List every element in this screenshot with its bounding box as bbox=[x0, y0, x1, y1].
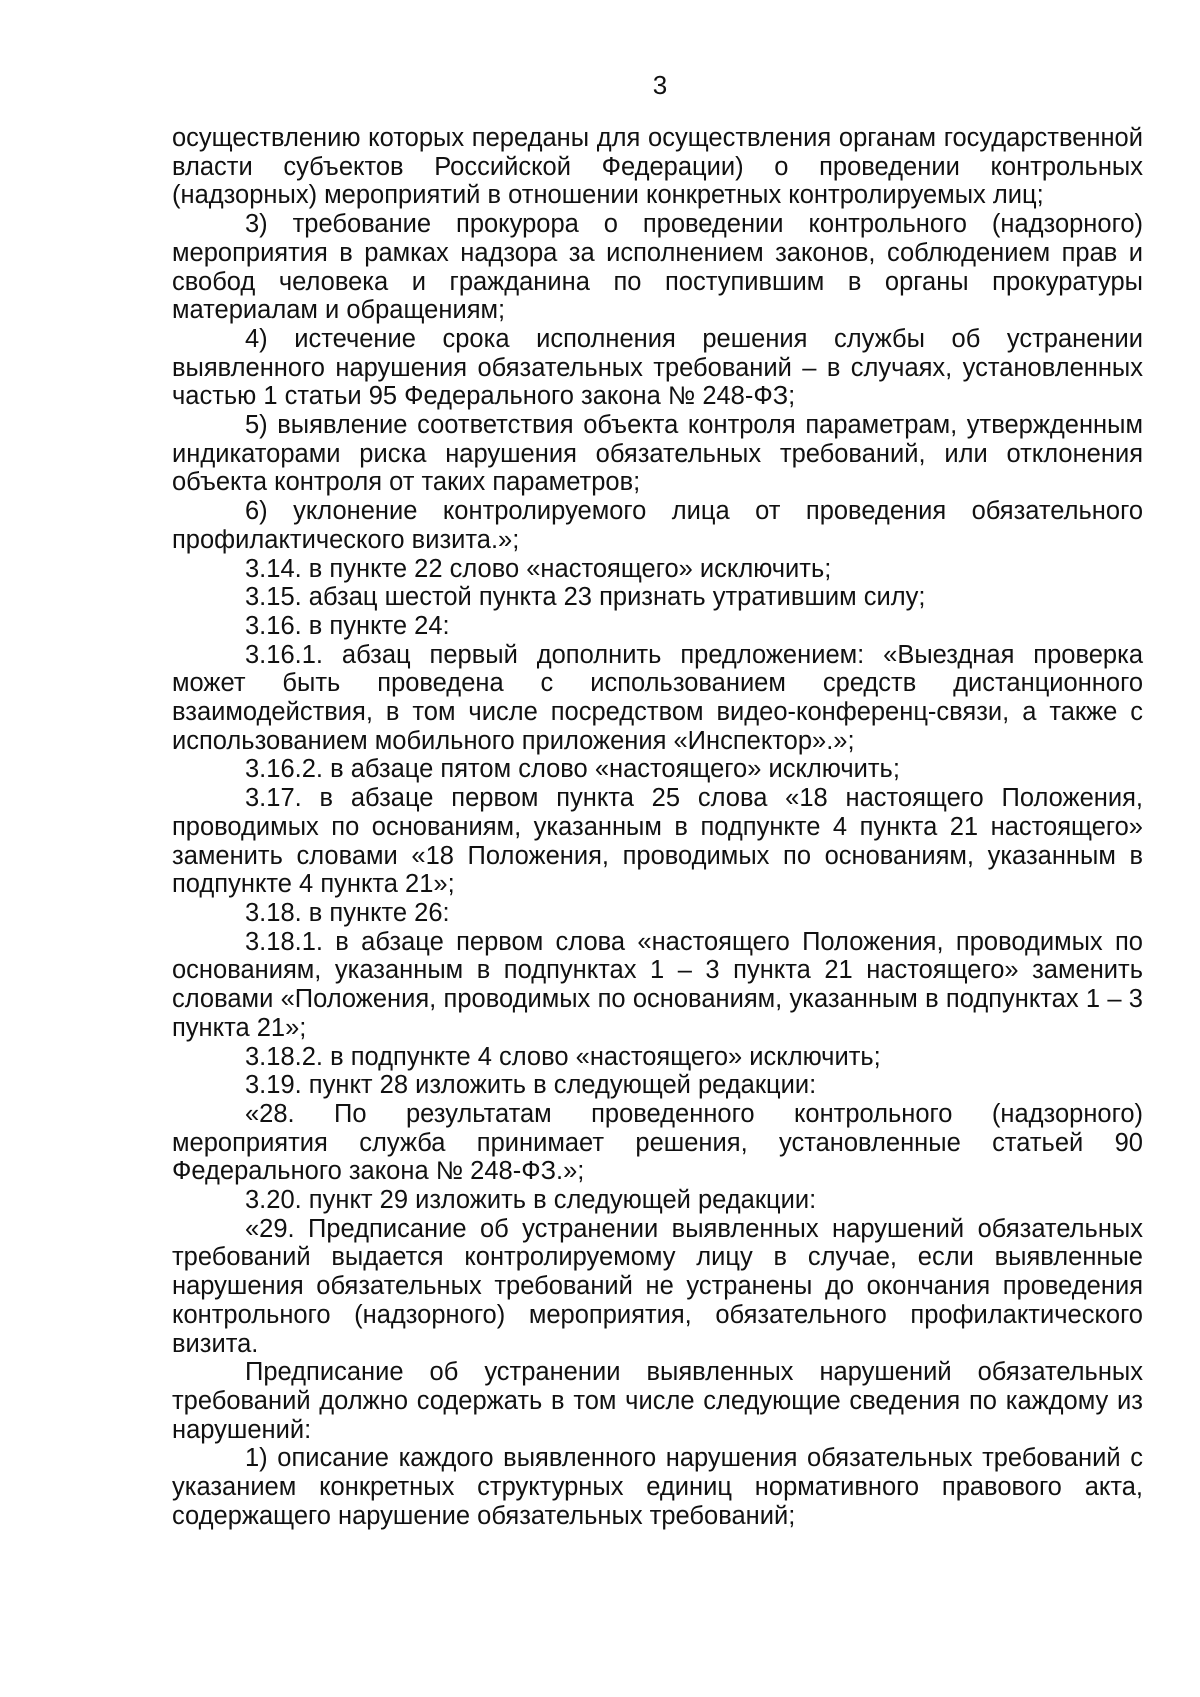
paragraph-item-28: «28. По результатам проведенного контрольного (надзорного) мероприятия служба принимает решения, установленные статьей 90 Федерального закона № 248-ФЗ.»; bbox=[172, 1099, 1143, 1186]
paragraph-3-20: 3.20. пункт 29 изложить в следующей редакции: bbox=[245, 1186, 817, 1215]
paragraph-subitem-1: 1) описание каждого выявленного нарушения обязательных требований с указанием конкретных структурных единиц нормативного правового акта, содержащего нарушение обязательных требований; bbox=[172, 1444, 1143, 1530]
paragraph-continuation: осуществлению которых переданы для осуществления органам государственной власти субъектов Российской Федерации) о проведении контрольных (надзорных) мероприятий в отношении конкретных контролируемых лиц; bbox=[172, 124, 1143, 210]
paragraph-item-6: 6) уклонение контролируемого лица от проведения обязательного профилактического визита.»; bbox=[172, 497, 1143, 554]
paragraph-3-18: 3.18. в пункте 26: bbox=[245, 898, 450, 927]
paragraph-3-17: 3.17. в абзаце первом пункта 25 слова «18 настоящего Положения, проводимых по основаниям, указанным в подпункте 4 пункта 21 настоящего» заменить словами «18 Положения, проводимых по основаниям, указанным в подпункте 4 пункта 21»; bbox=[172, 784, 1143, 899]
paragraph-3-19: 3.19. пункт 28 изложить в следующей редакции: bbox=[245, 1071, 817, 1100]
paragraph-prescription-content: Предписание об устранении выявленных нарушений обязательных требований должно содержать в том числе следующие сведения по каждому из нарушений: bbox=[172, 1358, 1143, 1444]
paragraph-3-18-1: 3.18.1. в абзаце первом слова «настоящего Положения, проводимых по основаниям, указанным в подпунктах 1 – 3 пункта 21 настоящего» заменить словами «Положения, проводимых по основаниям, указанным в подпунктах 1 – 3 пункта 21»; bbox=[172, 927, 1143, 1042]
paragraph-3-16-2: 3.16.2. в абзаце пятом слово «настоящего» исключить; bbox=[245, 755, 900, 784]
paragraph-3-16-1: 3.16.1. абзац первый дополнить предложением: «Выездная проверка может быть проведена с использованием средств дистанционного взаимодействия, в том числе посредством видео-конференц-связи, а также с использованием мобильного приложения «Инспектор».»; bbox=[172, 640, 1143, 755]
page-number: 3 bbox=[652, 70, 668, 100]
paragraph-item-4: 4) истечение срока исполнения решения службы об устранении выявленного нарушения обязательных требований – в случаях, установленных частью 1 статьи 95 Федерального закона № 248-ФЗ; bbox=[172, 324, 1143, 411]
paragraph-item-29: «29. Предписание об устранении выявленных нарушений обязательных требований выдается контролируемому лицу в случае, если выявленные нарушения обязательных требований не устранены до окончания проведения контрольного (надзорного) мероприятия, обязательного профилактического визита. bbox=[172, 1214, 1143, 1358]
document-body bbox=[172, 124, 1143, 1530]
paragraph-3-14: 3.14. в пункте 22 слово «настоящего» исключить; bbox=[245, 554, 832, 583]
paragraph-3-18-2: 3.18.2. в подпункте 4 слово «настоящего» исключить; bbox=[245, 1042, 881, 1071]
paragraph-item-5: 5) выявление соответствия объекта контроля параметрам, утвержденным индикаторами риска нарушения обязательных требований, или отклонения объекта контроля от таких параметров; bbox=[172, 411, 1143, 497]
paragraph-item-3: 3) требование прокурора о проведении контрольного (надзорного) мероприятия в рамках надзора за исполнением законов, соблюдением прав и свобод человека и гражданина по поступившим в органы прокуратуры материалам и обращениям; bbox=[172, 210, 1143, 325]
paragraph-3-16: 3.16. в пункте 24: bbox=[245, 611, 450, 640]
paragraph-3-15: 3.15. абзац шестой пункта 23 признать утратившим силу; bbox=[245, 583, 926, 612]
